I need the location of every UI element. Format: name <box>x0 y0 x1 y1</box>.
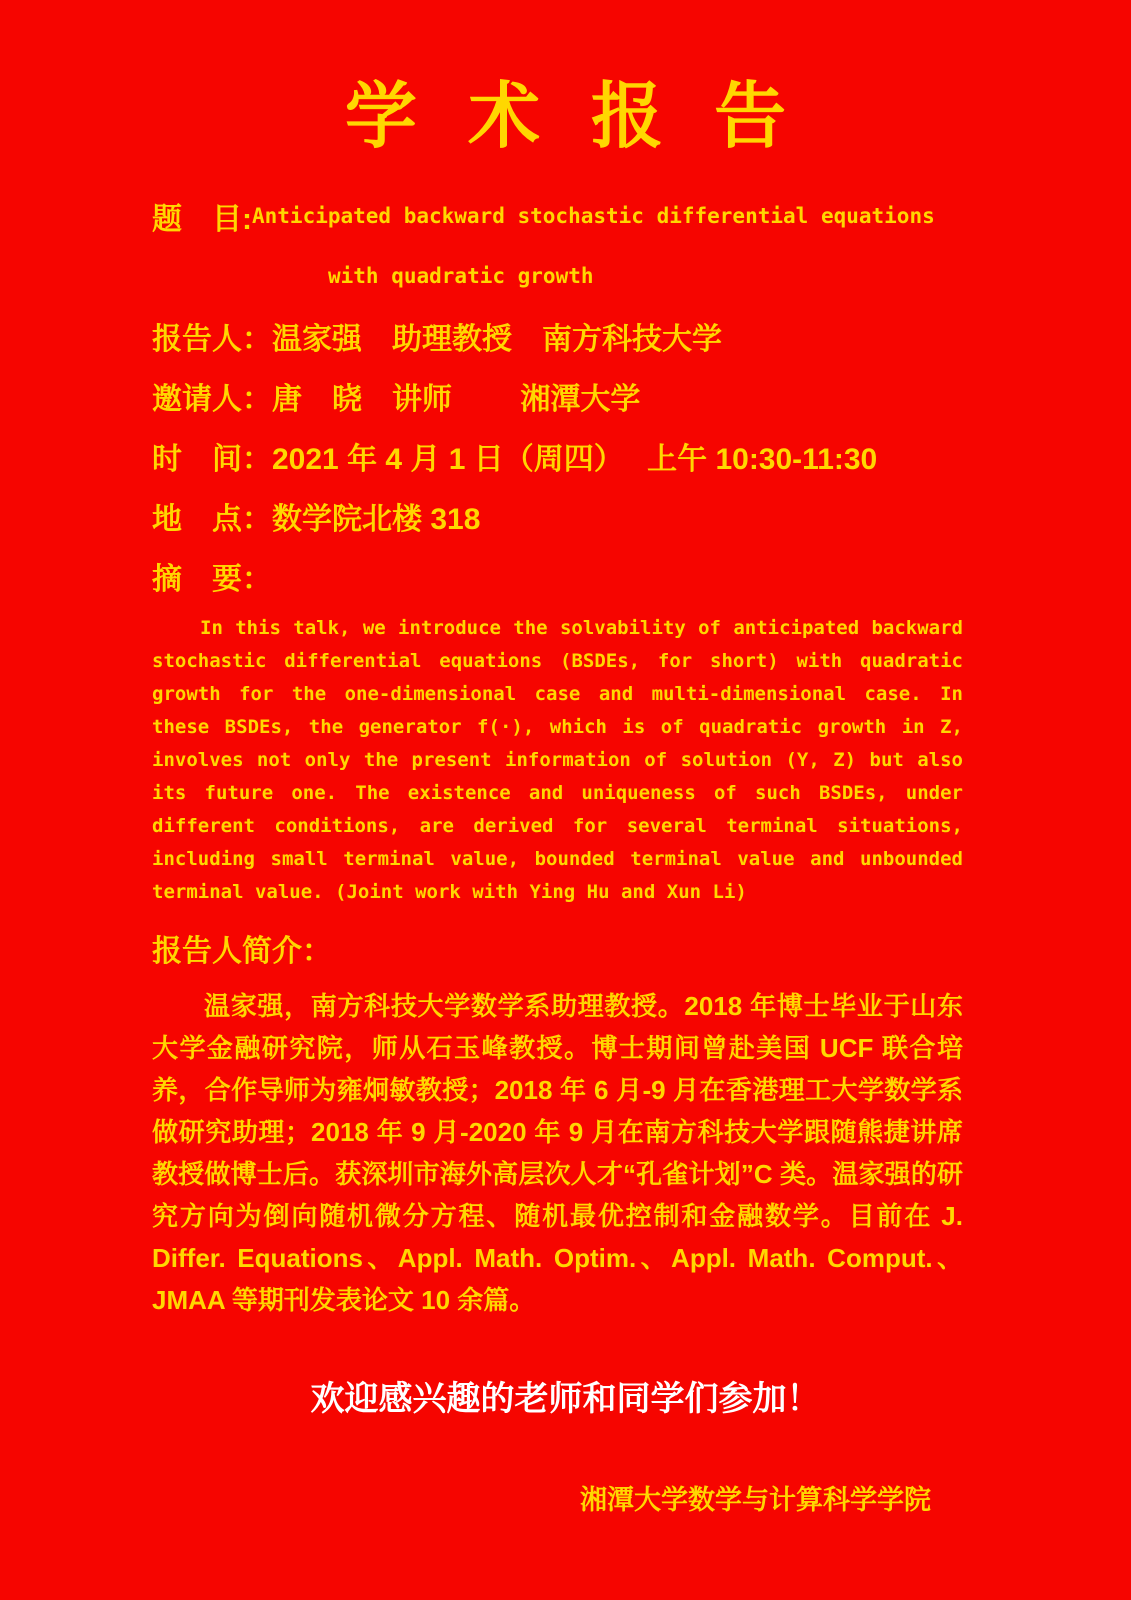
field-speaker-value: 温家强 助理教授 南方科技大学 <box>272 323 722 356</box>
field-abstract-heading <box>152 546 963 606</box>
bio-paragraph: 温家强，南方科技大学数学系助理教授。2018 年博士毕业于山东大学金融研究院，师从石玉峰教授。博士期间曾赴美国 UCF 联合培养，合作导师为雍炯敏教授；2018 年 6 月-9 月在香港理工大学数学系做研究助理；2018 年 9 月-2020 年 9 月在南方科技大学跟随熊捷讲席教授做博士后。获深圳市海外高层次人才“孔雀计划”C 类。温家强的研究方向为倒向随机微分方程、随机最优控制和金融数学。目前在 J. Differ. Equations、Appl. Math. Optim.、Appl. Math. Comput.、JMAA 等期刊发表论文 10 余篇。 <box>152 991 963 1315</box>
field-time-value: 2021 年 4 月 1 日（周四） 上午 10:30-11:30 <box>272 443 878 476</box>
welcome-message: 欢迎感兴趣的老师和同学们参加！ <box>310 1379 821 1419</box>
field-speaker <box>152 306 963 366</box>
abstract-paragraph: In this talk, we introduce the solvability of anticipated backward stochastic differential equations (BSDEs, for short) with quadratic growth for the one-dimensional case and multi-dimensional case. In these BSDEs, the generator f(·), which is of quadratic growth in Z, involves not only the present information of solution (Y, Z) but also its future one. The existence and uniqueness of such BSDEs, under different conditions, are derived for several terminal situations, including small terminal value, bounded terminal value and unbounded terminal value. (Joint work with Ying Hu and Xun Li) <box>152 617 963 903</box>
bio-heading: 报告人简介： <box>152 935 332 968</box>
field-location <box>152 486 963 546</box>
organizer-name: 湘潭大学数学与计算科学学院 <box>580 1485 931 1516</box>
field-topic-label: 题 目: <box>152 203 252 236</box>
field-topic-value: Anticipated backward stochastic differential equations <box>252 204 935 228</box>
field-time-label: 时 间： <box>152 443 272 476</box>
field-location-value: 数学院北楼 318 <box>272 503 481 536</box>
field-topic-value-line2: with quadratic growth <box>328 264 594 288</box>
info-block <box>152 162 963 606</box>
field-inviter-label: 邀请人： <box>152 383 272 416</box>
field-topic-line2 <box>152 246 963 306</box>
field-topic <box>152 186 963 246</box>
field-time <box>152 426 963 486</box>
field-inviter <box>152 366 963 426</box>
field-inviter-value: 唐 晓 讲师 湘潭大学 <box>272 383 641 416</box>
field-abstract-label: 摘 要： <box>152 563 272 596</box>
field-location-label: 地 点： <box>152 503 272 536</box>
poster-title: 学 术 报 告 <box>344 73 787 158</box>
field-speaker-label: 报告人： <box>152 323 272 356</box>
poster-content <box>0 162 1131 1321</box>
